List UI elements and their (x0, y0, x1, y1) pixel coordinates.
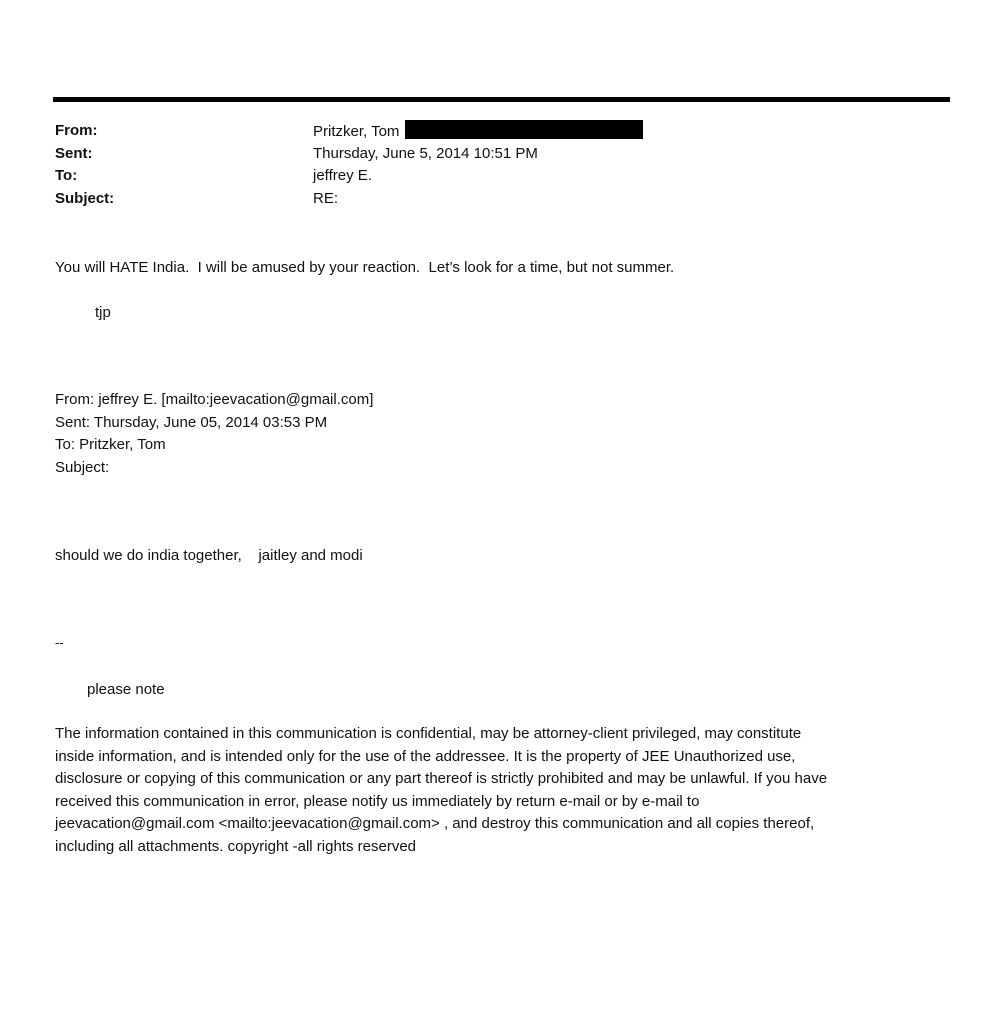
quoted-from-line: From: jeffrey E. [mailto:jeevacation@gmail.com] (55, 391, 374, 408)
top-divider (53, 97, 950, 102)
disclaimer-line: The information contained in this communication is confidential, may be attorney-client privileged, may constitute (55, 725, 802, 742)
disclaimer-line: disclosure or copying of this communication or any part thereof is strictly prohibited and may be unlawful. If you have (55, 770, 828, 787)
reply-signature: tjp (95, 304, 111, 321)
to-label: To: (55, 167, 78, 184)
from-value: Pritzker, Tom (313, 123, 400, 140)
disclaimer-line: including all attachments. copyright -all rights reserved (55, 837, 417, 855)
subject-value: RE: (313, 189, 339, 207)
to-value: jeffrey E. (313, 167, 372, 184)
redaction-box (405, 120, 643, 139)
quoted-body: should we do india together, jaitley and modi (55, 547, 363, 564)
signature-separator: -- (55, 635, 64, 650)
from-value-wrap (313, 120, 643, 144)
quoted-subject-line: Subject: (55, 458, 110, 476)
from-label: From: (55, 122, 98, 139)
quoted-sent-line: Sent: Thursday, June 05, 2014 03:53 PM (55, 413, 328, 431)
reply-body: You will HATE India. I will be amused by your reaction. Let’s look for a time, but not summer. (55, 259, 675, 276)
confidentiality-disclaimer (55, 723, 935, 858)
sent-label: Sent: (55, 144, 93, 162)
please-note: please note (87, 681, 165, 698)
disclaimer-line: jeevacation@gmail.com <mailto:jeevacation@gmail.com> , and destroy this communication and all copies thereof, (55, 815, 815, 832)
subject-label: Subject: (55, 189, 115, 207)
disclaimer-line: inside information, and is intended only for the use of the addressee. It is the property of JEE Unauthorized use, (55, 747, 796, 765)
sent-value: Thursday, June 5, 2014 10:51 PM (313, 144, 538, 162)
disclaimer-line: received this communication in error, please notify us immediately by return e-mail or by e-mail to (55, 792, 700, 810)
quoted-to-line: To: Pritzker, Tom (55, 436, 166, 453)
